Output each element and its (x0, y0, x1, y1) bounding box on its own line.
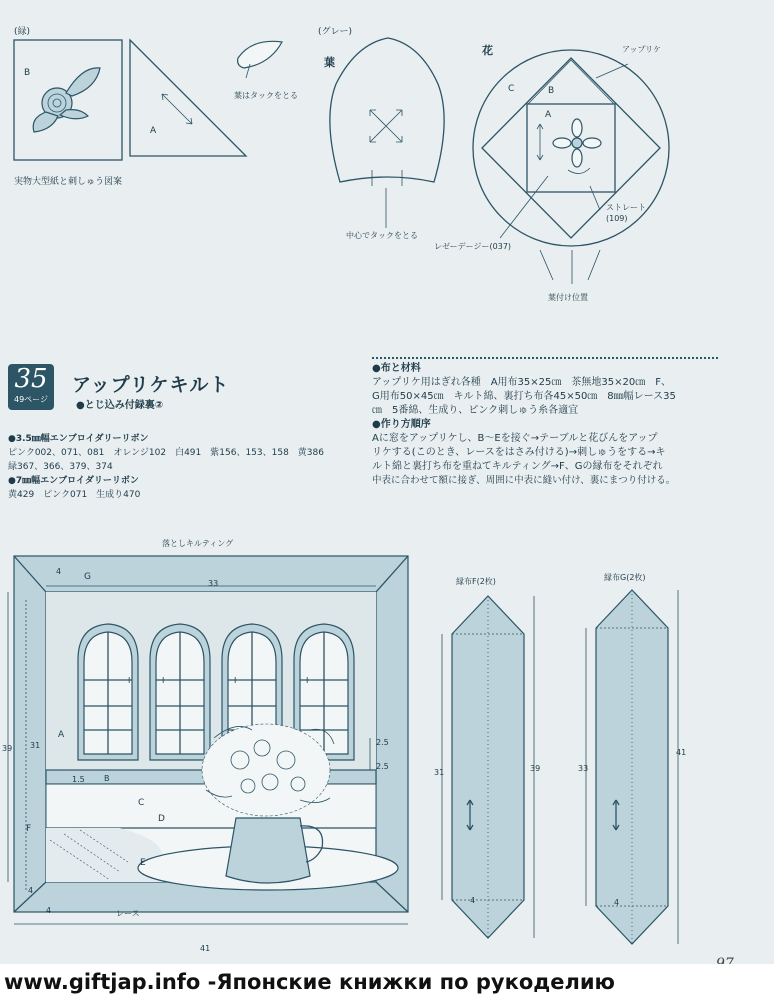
ribbon-line-2: 緑367、366、379、374 (8, 462, 113, 472)
project-title: アップリケキルト (72, 374, 230, 396)
flower-c-label: C (508, 84, 515, 94)
materials-line-2: G用布50×45㎝ キルト綿、裏打ち布各45×50㎝ 8㎜幅レース35 (372, 391, 676, 402)
page-reference: 49ページ (13, 395, 49, 404)
triangle-a-label: A (150, 126, 157, 136)
caption-actual-size: 実物大型紙と刺しゅう図案 (14, 177, 123, 187)
quilt-border-4-b: 4 (28, 886, 34, 895)
border-f-31: 31 (434, 768, 445, 777)
border-f-label: 縁布F(2枚) (456, 577, 496, 586)
ribbon-line-3: 黄429 ピンク071 生成り470 (8, 490, 141, 500)
straight-label: ストレート (606, 203, 646, 212)
lazy-daisy-label: レゼーデージー(037) (434, 242, 512, 251)
ribbon-heading-2: ●7㎜幅エンブロイダリーリボン (8, 476, 139, 486)
quilt-dim-1-5: 1.5 (72, 775, 85, 784)
quilt-dim-2-5-b: 2.5 (376, 762, 389, 771)
flower-b-label: B (548, 86, 555, 96)
quilt-width-33: 33 (208, 579, 219, 588)
watermark-text: www.giftjap.info -Японские книжки по рукоделию (4, 970, 615, 994)
flower-a-label: A (545, 110, 552, 120)
materials-line-1: アップリケ用はぎれ各種 A用布35×25㎝ 茶無地35×20㎝ F、 (372, 377, 671, 388)
quilt-b-label: B (104, 774, 110, 783)
window-i-2: I (162, 676, 165, 685)
procedure-line-3: ルト綿と裏打ち布を重ねてキルティング→F、Gの縁布をそれぞれ (372, 461, 663, 472)
leaf-title: 葉 (324, 56, 335, 69)
project-number: 35 (14, 364, 48, 394)
applique-label: アップリケ (622, 45, 661, 54)
ribbon-line-1: ピンク002、071、081 オレンジ102 白491 紫156、153、158 黄386 (8, 448, 324, 458)
window-i-1: I (128, 676, 131, 685)
tuck-note: 葉はタックをとる (234, 91, 298, 100)
lace-label: レース (116, 909, 140, 918)
materials-line-3: ㎝ 5番綿、生成り、ピンク刺しゅう糸各適宜 (372, 405, 579, 416)
border-g-41: 41 (676, 748, 687, 757)
procedure-line-1: Aに窓をアップリケし、B〜Eを接ぐ→テーブルと花びんをアップ (372, 433, 658, 444)
ribbon-heading-1: ●3.5㎜幅エンブロイダリーリボン (8, 434, 149, 444)
border-g-33: 33 (578, 764, 589, 773)
quilt-e-label: E (140, 858, 146, 868)
quilt-dim-2-5-a: 2.5 (376, 738, 389, 747)
quilt-a-label: A (58, 730, 65, 740)
window-i-3: I (234, 676, 237, 685)
border-g-label: 縁布G(2枚) (604, 573, 646, 582)
materials-heading: ●布と材料 (372, 363, 421, 374)
border-g-4: 4 (614, 898, 620, 907)
quilt-height-31: 31 (30, 741, 41, 750)
window-i-4: I (306, 676, 309, 685)
quilt-border-4: 4 (56, 567, 62, 576)
leaf-b-label: B (24, 68, 31, 78)
straight-number: (109) (606, 214, 628, 223)
green-label: (緑) (14, 27, 31, 37)
gray-label: (グレー) (318, 27, 353, 37)
border-f-39: 39 (530, 764, 541, 773)
quilt-border-4-c: 4 (46, 906, 52, 915)
project-subtitle: ●とじ込み付録裏② (76, 400, 164, 411)
procedure-line-2: リケする(このとき、レースをはさみ付ける)→刺しゅうをする→キ (372, 447, 666, 458)
quilt-g-label: G (84, 572, 91, 582)
quilt-d-label: D (158, 814, 165, 824)
procedure-heading: ●作り方順序 (372, 419, 431, 430)
procedure-line-4: 中表に合わせて額に接ぎ、周囲に中表に縫い付け、裏にまつり付ける。 (372, 475, 676, 486)
quilt-f-label: F (26, 824, 32, 834)
center-tuck-note: 中心でタックをとる (346, 231, 418, 240)
watermark-footer (0, 964, 774, 1000)
quilt-height-39: 39 (2, 744, 13, 753)
quilt-c-label: C (138, 798, 145, 808)
leaf-position-label: 葉付け位置 (548, 293, 588, 302)
quilting-note: 落としキルティング (162, 539, 234, 548)
flower-title: 花 (482, 44, 493, 57)
border-f-4: 4 (470, 896, 476, 905)
quilt-width-41: 41 (200, 944, 211, 953)
